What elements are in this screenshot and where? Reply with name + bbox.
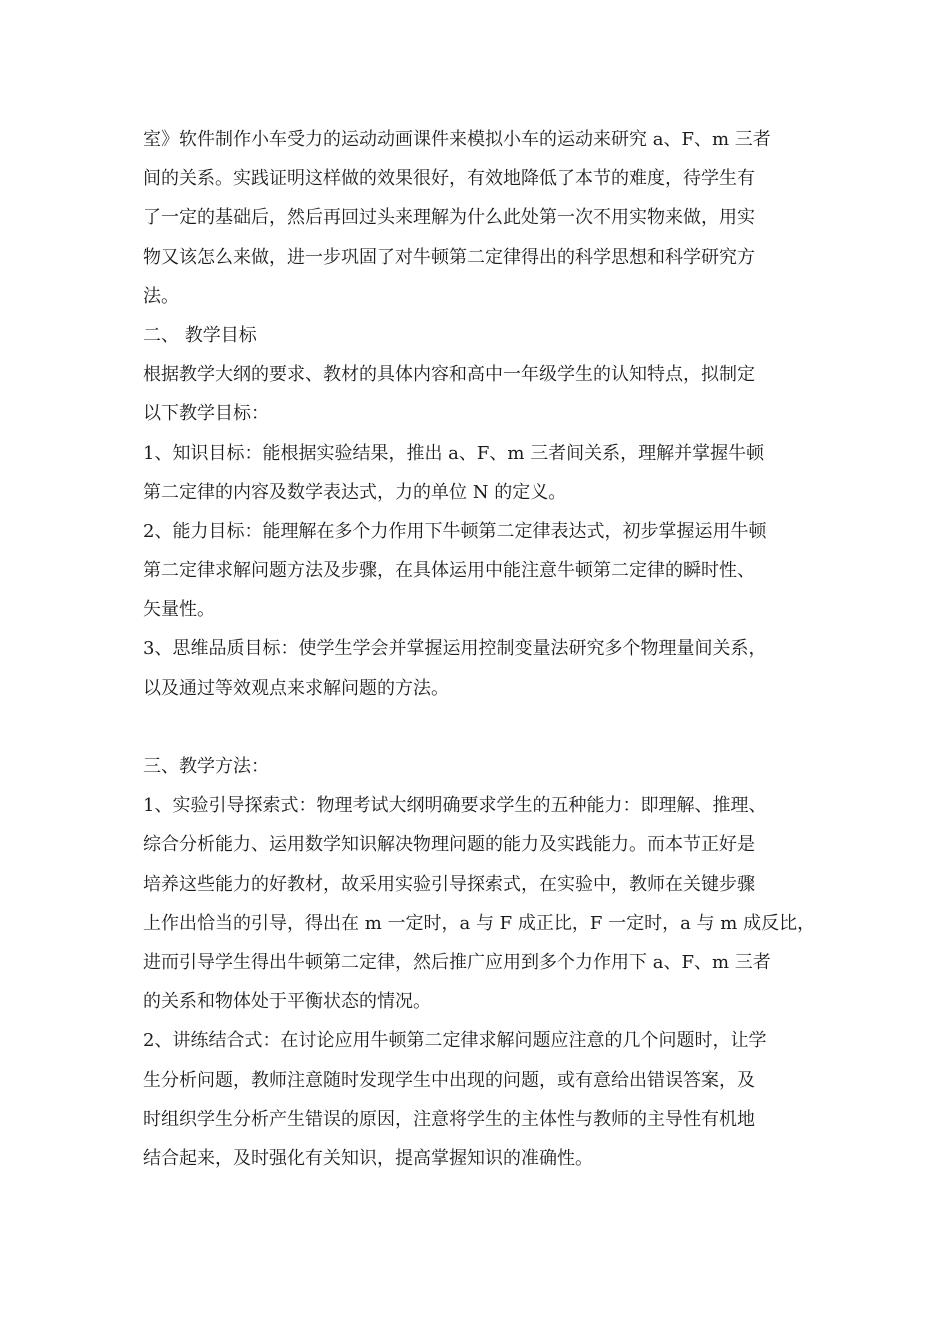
text-line: 第二定律求解问题方法及步骤，在具体运用中能注意牛顿第二定律的瞬时性、 bbox=[143, 560, 755, 582]
text-line: 物又该怎么来做，进一步巩固了对牛顿第二定律得出的科学思想和科学研究方 bbox=[143, 246, 755, 268]
text-line: 上作出恰当的引导，得出在 m 一定时，a 与 F 成正比，F 一定时，a 与 m 成反比， bbox=[143, 912, 816, 934]
text-line: 矢量性。 bbox=[143, 599, 215, 621]
text-line: 生分析问题，教师注意随时发现学生中出现的问题，或有意给出错误答案，及 bbox=[143, 1069, 755, 1091]
text-line: 1、知识目标：能根据实验结果，推出 a、F、m 三者间关系，理解并掌握牛顿 bbox=[143, 442, 765, 464]
section-heading: 二、 教学目标 bbox=[143, 324, 257, 346]
text-line: 以及通过等效观点来求解问题的方法。 bbox=[143, 677, 449, 699]
text-line: 3、思维品质目标：使学生学会并掌握运用控制变量法研究多个物理量间关系， bbox=[143, 638, 767, 660]
text-line: 以下教学目标： bbox=[143, 403, 269, 425]
document-body bbox=[143, 120, 816, 1178]
text-line: 了一定的基础后，然后再回过头来理解为什么此处第一次不用实物来做，用实 bbox=[143, 207, 755, 229]
text-line: 2、能力目标：能理解在多个力作用下牛顿第二定律表达式，初步掌握运用牛顿 bbox=[143, 520, 767, 542]
text-line: 时组织学生分析产生错误的原因，注意将学生的主体性与教师的主导性有机地 bbox=[143, 1108, 755, 1130]
text-line: 间的关系。实践证明这样做的效果很好，有效地降低了本节的难度，待学生有 bbox=[143, 168, 755, 190]
text-line: 综合分析能力、运用数学知识解决物理问题的能力及实践能力。而本节正好是 bbox=[143, 834, 755, 856]
text-line: 2、讲练结合式：在讨论应用牛顿第二定律求解问题应注意的几个问题时，让学 bbox=[143, 1030, 767, 1052]
text-line: 结合起来，及时强化有关知识，提高掌握知识的准确性。 bbox=[143, 1147, 593, 1169]
text-line: 室》软件制作小车受力的运动动画课件来模拟小车的运动来研究 a、F、m 三者 bbox=[143, 129, 771, 150]
text-line: 1、实验引导探索式：物理考试大纲明确要求学生的五种能力：即理解、推理、 bbox=[143, 795, 767, 817]
text-line: 培养这些能力的好教材，故采用实验引导探索式，在实验中，教师在关键步骤 bbox=[143, 873, 755, 895]
blank-line bbox=[143, 708, 813, 747]
text-line: 根据教学大纲的要求、教材的具体内容和高中一年级学生的认知特点，拟制定 bbox=[143, 364, 755, 386]
text-line: 第二定律的内容及数学表达式，力的单位 N 的定义。 bbox=[143, 481, 567, 503]
text-line: 进而引导学生得出牛顿第二定律，然后推广应用到多个力作用下 a、F、m 三者 bbox=[143, 951, 771, 973]
text-line: 法。 bbox=[143, 285, 179, 307]
text-line: 的关系和物体处于平衡状态的情况。 bbox=[143, 991, 431, 1013]
section-heading: 三、教学方法： bbox=[143, 756, 269, 777]
